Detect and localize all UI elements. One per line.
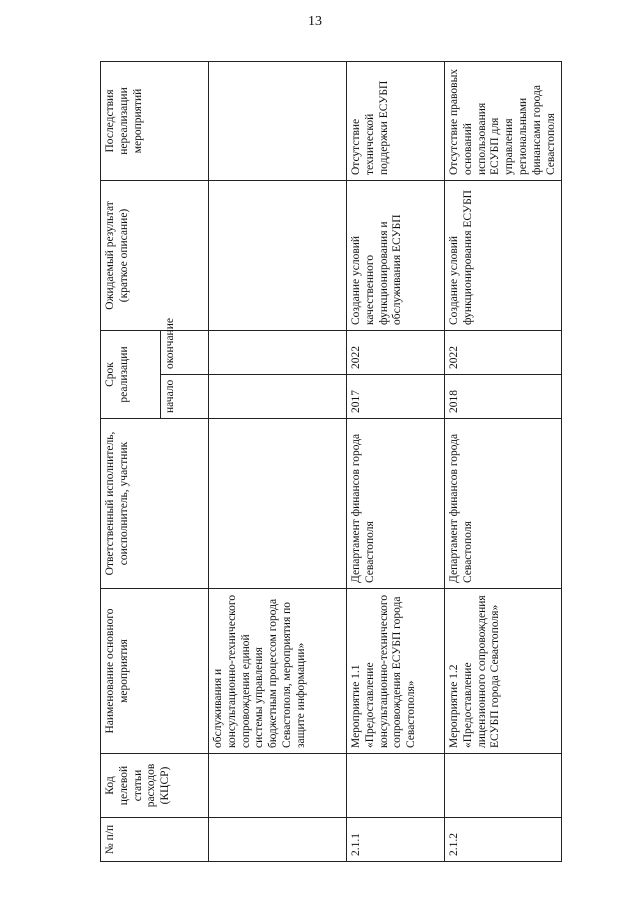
cell-expected: Создание условий качественного функционирования и обслуживания ЕСУБП — [347, 181, 445, 331]
cell-num — [209, 818, 347, 862]
header-kod: Код целевой статьи расходов (КЦСР) — [101, 754, 209, 818]
rotated-table-wrapper — [100, 62, 557, 862]
cell-consequences: Отсутствие технической поддержки ЕСУБП — [347, 62, 445, 181]
header-srok-start: начало — [161, 375, 209, 419]
cell-num: 2.1.1 — [347, 818, 445, 862]
cell-expected: Создание условий функционирования ЕСУБП — [445, 181, 562, 331]
cell-name: Мероприятие 1.1 «Предоставление консультационно-технического сопровождения ЕСУБП города Севастополя» — [347, 589, 445, 754]
cell-start: 2018 — [445, 375, 562, 419]
table-row — [445, 62, 562, 862]
header-consequences: Последствия нереализации мероприятий — [101, 62, 209, 181]
header-responsible: Ответственный исполнитель, соисполнитель, участник — [101, 419, 209, 589]
cell-end: 2022 — [347, 331, 445, 375]
cell-end: 2022 — [445, 331, 562, 375]
cell-start — [209, 375, 347, 419]
cell-responsible: Департамент финансов города Севастополя — [445, 419, 562, 589]
header-srok-end: окончание — [161, 331, 209, 375]
header-expected: Ожидаемый результат (краткое описание) — [101, 181, 209, 331]
cell-num: 2.1.2 — [445, 818, 562, 862]
cell-responsible: Департамент финансов города Севастополя — [347, 419, 445, 589]
header-name: Наименование основного мероприятия — [101, 589, 209, 754]
header-srok: Срок реализации — [101, 331, 161, 419]
header-num: № п/п — [101, 818, 209, 862]
table-row — [209, 62, 347, 862]
cell-kod — [445, 754, 562, 818]
cell-kod — [347, 754, 445, 818]
cell-name: Мероприятие 1.2 «Предоставление лицензионного сопровождения ЕСУБП города Севастополя» — [445, 589, 562, 754]
measures-table — [100, 61, 562, 862]
cell-consequences — [209, 62, 347, 181]
cell-start: 2017 — [347, 375, 445, 419]
cell-responsible — [209, 419, 347, 589]
page-number: 13 — [308, 14, 322, 29]
cell-name: обслуживания и консультационно-технического сопровождения единой системы управления бюджетным процессом города Севастополя, мероприятия по защите информации» — [209, 589, 347, 754]
cell-expected — [209, 181, 347, 331]
table-row — [347, 62, 445, 862]
cell-end — [209, 331, 347, 375]
cell-consequences: Отсутствие правовых оснований использования ЕСУБП для управления региональными финансами города Севастополя — [445, 62, 562, 181]
table-header-row — [101, 62, 161, 862]
cell-kod — [209, 754, 347, 818]
